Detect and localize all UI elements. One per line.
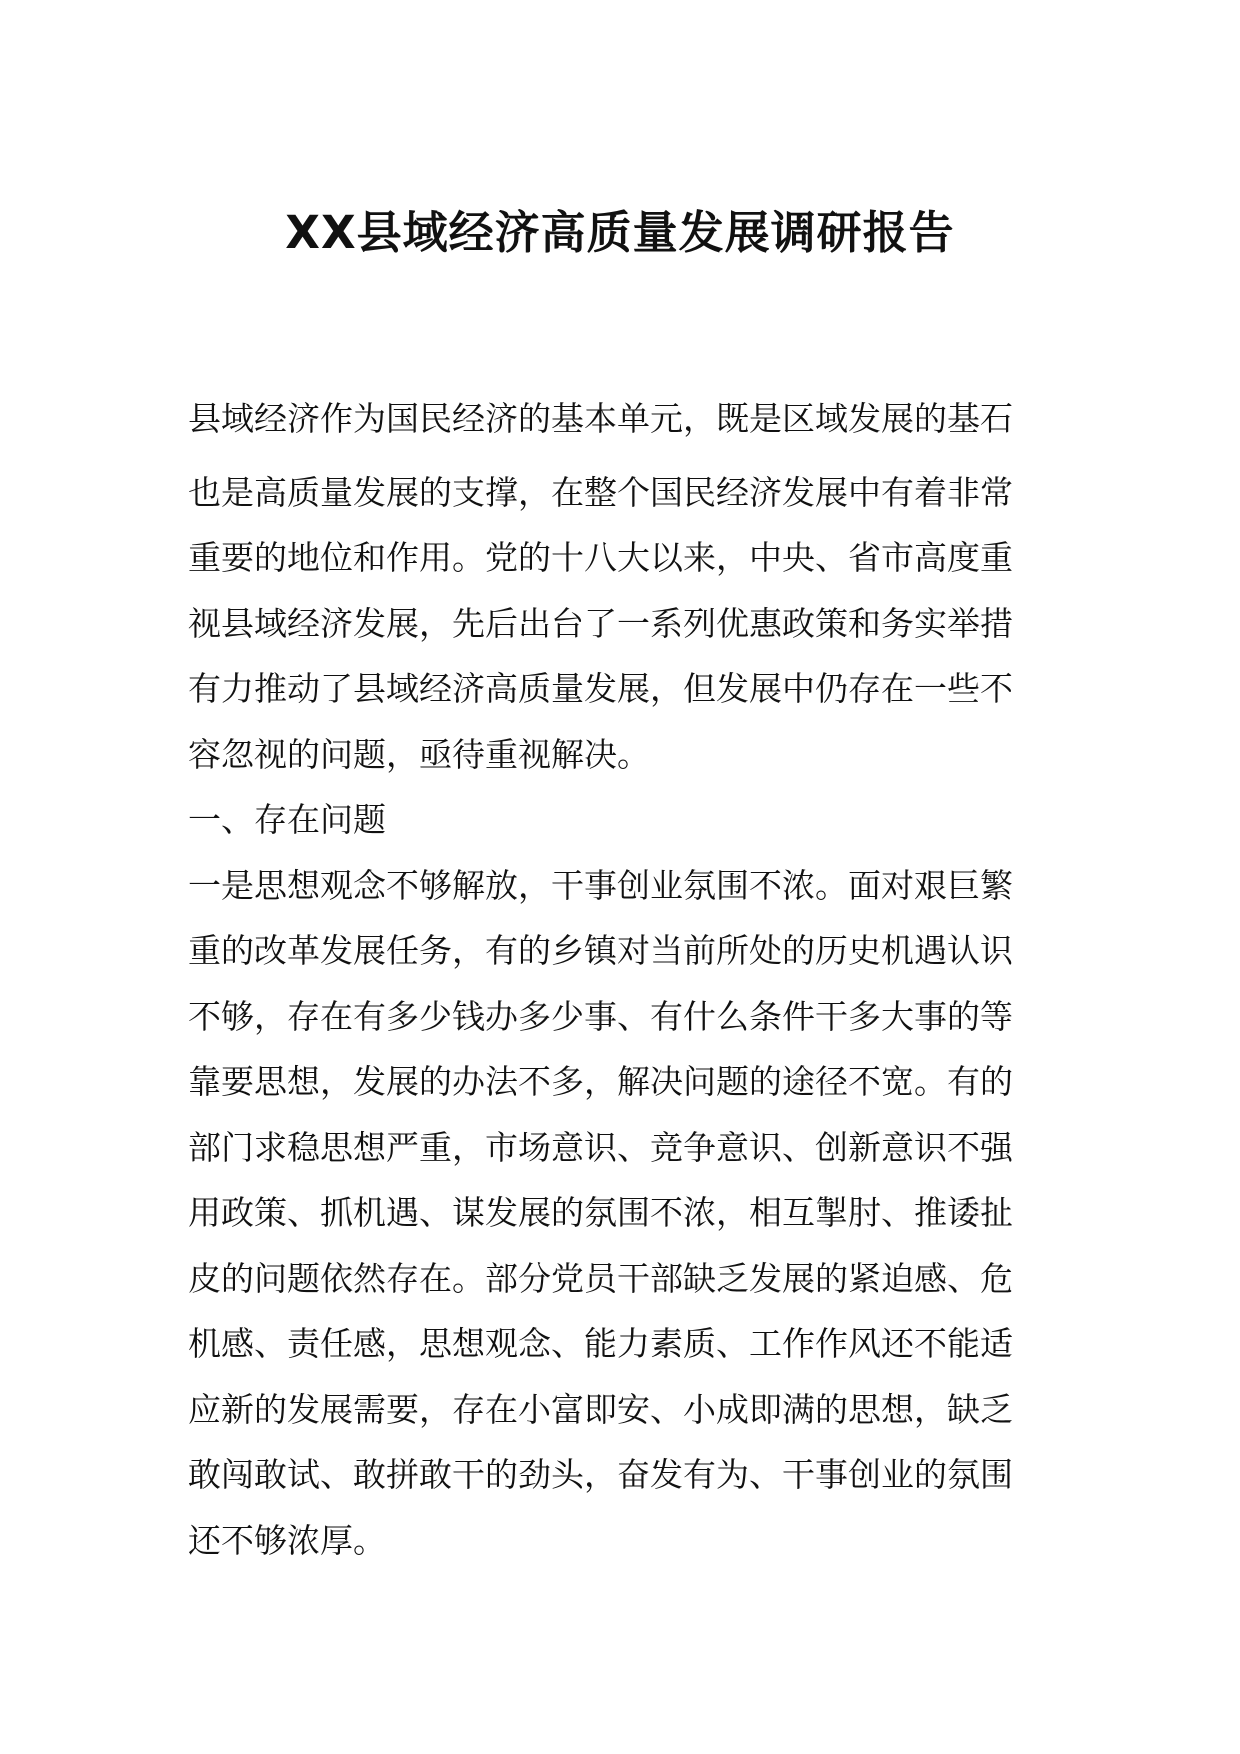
body-line-9: 重的改革发展任务，有的乡镇对当前所处的历史机遇认识 xyxy=(188,931,1013,970)
document-title: XX县域经济高质量发展调研报告 xyxy=(285,206,955,259)
body-line-1: 县域经济作为国民经济的基本单元，既是区域发展的基石 xyxy=(188,399,1013,438)
body-line-10: 不够，存在有多少钱办多少事、有什么条件干多大事的等 xyxy=(188,996,1013,1036)
body-line-3: 重要的地位和作用。党的十八大以来，中央、省市高度重 xyxy=(188,538,1013,577)
body-line-18: 还不够浓厚。 xyxy=(188,1520,386,1560)
body-line-8: 一是思想观念不够解放，干事创业氛围不浓。面对艰巨繁 xyxy=(188,865,1013,905)
body-line-13: 用政策、抓机遇、谋发展的氛围不浓，相互掣肘、推诿扯 xyxy=(188,1193,1013,1232)
body-line-2: 也是高质量发展的支撑，在整个国民经济发展中有着非常 xyxy=(188,472,1013,512)
body-line-4: 视县域经济发展，先后出台了一系列优惠政策和务实举措 xyxy=(188,603,1013,643)
body-line-6: 容忽视的问题，亟待重视解决。 xyxy=(188,734,650,774)
body-line-14: 皮的问题依然存在。部分党员干部缺乏发展的紧迫感、危 xyxy=(188,1258,1013,1298)
body-line-12: 部门求稳思想严重，市场意识、竞争意识、创新意识不强 xyxy=(188,1127,1013,1167)
section-heading: 一、存在问题 xyxy=(188,800,386,839)
body-line-17: 敢闯敢试、敢拼敢干的劲头，奋发有为、干事创业的氛围 xyxy=(188,1455,1013,1494)
document-body xyxy=(188,394,1068,1573)
body-line-16: 应新的发展需要，存在小富即安、小成即满的思想，缺乏 xyxy=(188,1389,1013,1429)
body-line-15: 机感、责任感，思想观念、能力素质、工作作风还不能适 xyxy=(188,1324,1013,1363)
body-line-5: 有力推动了县域经济高质量发展，但发展中仍存在一些不 xyxy=(188,669,1013,708)
body-line-11: 靠要思想，发展的办法不多，解决问题的途径不宽。有的 xyxy=(188,1062,1013,1101)
